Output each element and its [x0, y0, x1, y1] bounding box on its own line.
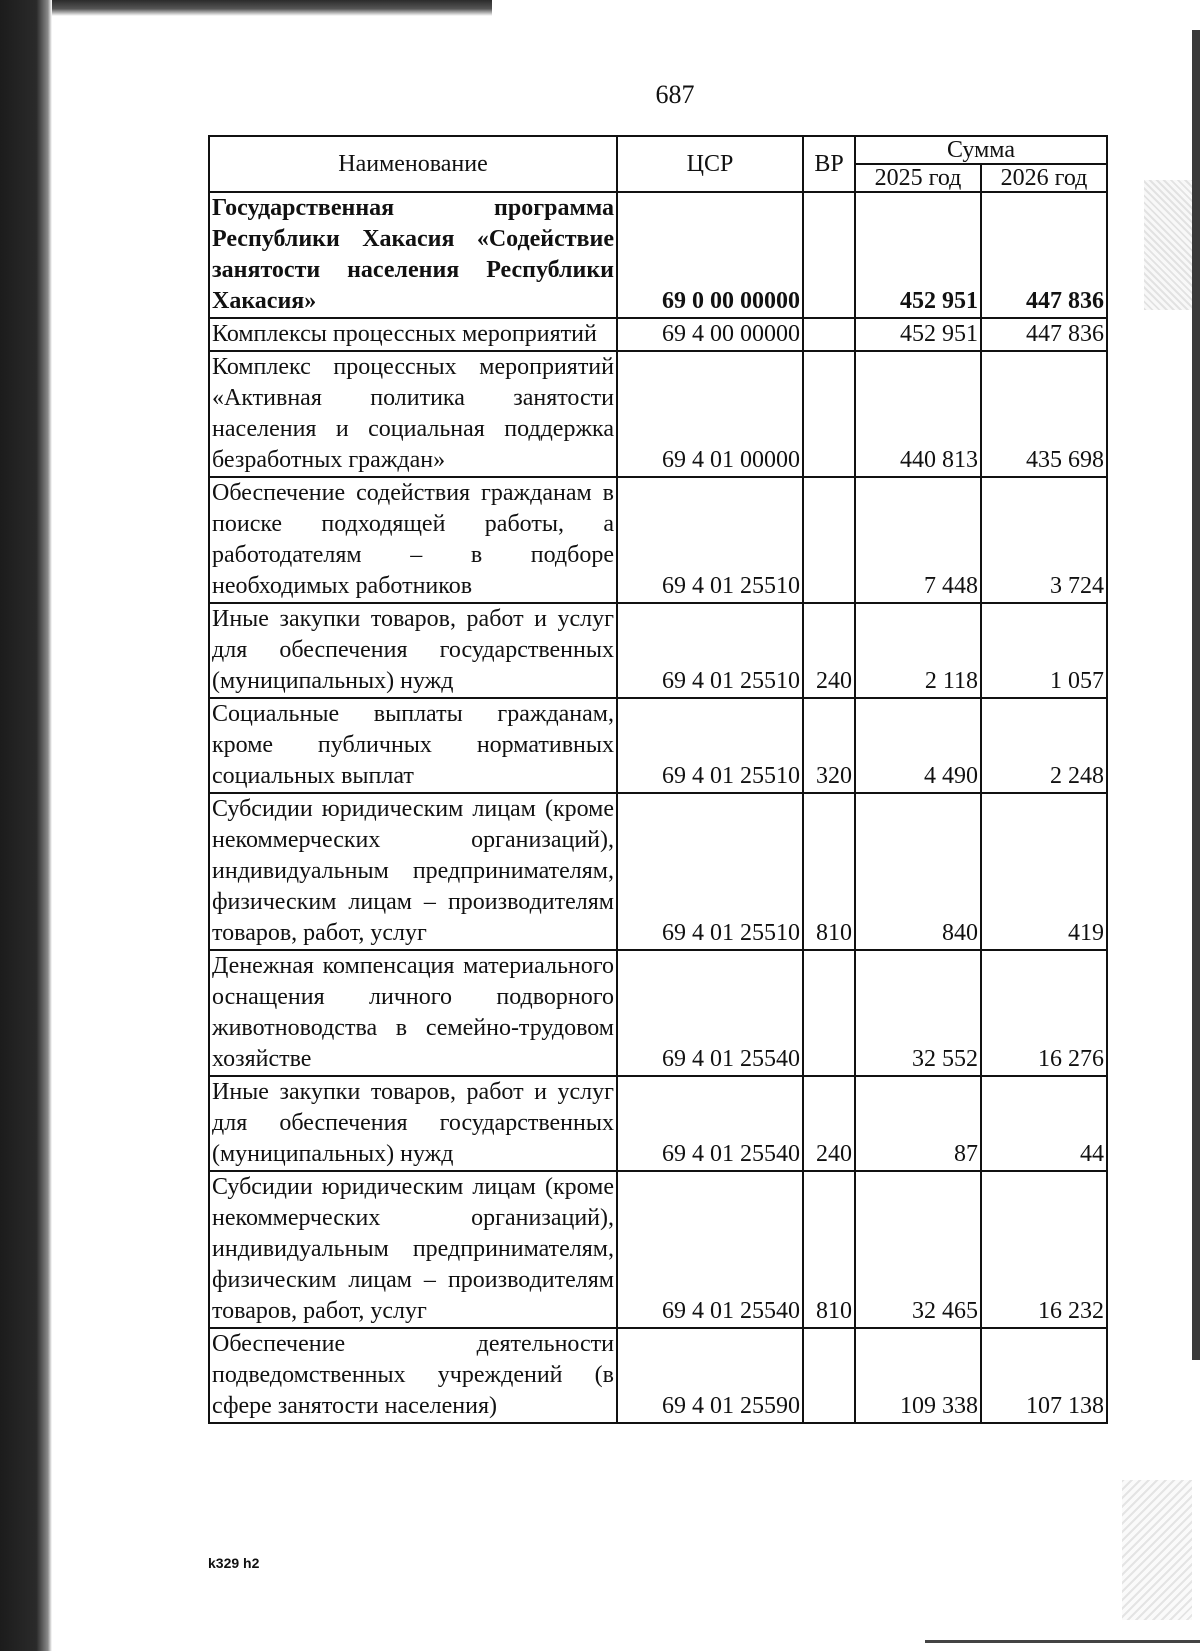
table-header-row [209, 136, 1107, 164]
row-name-cell: Иные закупки товаров, работ и услуг для обеспечения государственных (муниципальных) нужд [209, 603, 617, 698]
header-year-2025: 2025 год [855, 164, 981, 192]
table-row [209, 950, 1107, 1076]
row-vr-cell [803, 192, 855, 318]
row-vr-cell: 810 [803, 793, 855, 950]
scan-edge-top [52, 0, 492, 16]
row-sum-2026-cell: 3 724 [981, 477, 1107, 603]
table-row [209, 793, 1107, 950]
row-sum-2025-cell: 109 338 [855, 1328, 981, 1423]
row-vr-cell [803, 318, 855, 351]
row-sum-2025-cell: 452 951 [855, 192, 981, 318]
table-row [209, 351, 1107, 477]
row-sum-2026-cell: 107 138 [981, 1328, 1107, 1423]
row-csr-cell: 69 4 01 25510 [617, 793, 803, 950]
row-sum-2025-cell: 4 490 [855, 698, 981, 793]
scan-edge-right [1192, 30, 1200, 1360]
row-name-cell: Государственная программа Республики Хакасия «Содействие занятости населения Республики Хакасия» [209, 192, 617, 318]
row-sum-2025-cell: 7 448 [855, 477, 981, 603]
row-csr-cell: 69 4 01 25540 [617, 1076, 803, 1171]
row-sum-2026-cell: 1 057 [981, 603, 1107, 698]
row-name-cell: Иные закупки товаров, работ и услуг для обеспечения государственных (муниципальных) нужд [209, 1076, 617, 1171]
row-sum-2025-cell: 2 118 [855, 603, 981, 698]
row-vr-cell: 810 [803, 1171, 855, 1328]
row-sum-2026-cell: 44 [981, 1076, 1107, 1171]
scan-noise [1122, 1480, 1192, 1620]
row-csr-cell: 69 4 01 25510 [617, 477, 803, 603]
row-vr-cell: 320 [803, 698, 855, 793]
row-name-cell: Комплексы процессных мероприятий [209, 318, 617, 351]
row-sum-2026-cell: 419 [981, 793, 1107, 950]
table-row [209, 1076, 1107, 1171]
scan-edge-left [0, 0, 52, 1651]
row-name-cell: Комплекс процессных мероприятий «Активная политика занятости населения и социальная поддержка безработных граждан» [209, 351, 617, 477]
header-sum: Сумма [855, 136, 1107, 164]
row-vr-cell: 240 [803, 603, 855, 698]
header-csr: ЦСР [617, 136, 803, 192]
header-name: Наименование [209, 136, 617, 192]
row-vr-cell [803, 351, 855, 477]
table-row [209, 192, 1107, 318]
row-csr-cell: 69 0 00 00000 [617, 192, 803, 318]
row-vr-cell [803, 477, 855, 603]
budget-table [208, 135, 1108, 1424]
row-sum-2025-cell: 840 [855, 793, 981, 950]
row-sum-2026-cell: 447 836 [981, 192, 1107, 318]
row-csr-cell: 69 4 01 25540 [617, 1171, 803, 1328]
table-row [209, 1328, 1107, 1423]
row-csr-cell: 69 4 01 25510 [617, 603, 803, 698]
row-vr-cell [803, 950, 855, 1076]
row-sum-2025-cell: 32 552 [855, 950, 981, 1076]
row-name-cell: Социальные выплаты гражданам, кроме публичных нормативных социальных выплат [209, 698, 617, 793]
row-csr-cell: 69 4 01 25510 [617, 698, 803, 793]
table-row [209, 318, 1107, 351]
row-sum-2026-cell: 16 232 [981, 1171, 1107, 1328]
table-body [209, 192, 1107, 1423]
page-number: 687 [655, 80, 695, 109]
row-csr-cell: 69 4 00 00000 [617, 318, 803, 351]
row-name-cell: Обеспечение содействия гражданам в поиске подходящей работы, а работодателям – в подборе необходимых работников [209, 477, 617, 603]
table-row [209, 477, 1107, 603]
row-csr-cell: 69 4 01 00000 [617, 351, 803, 477]
row-vr-cell: 240 [803, 1076, 855, 1171]
table-row [209, 698, 1107, 793]
scan-line [925, 1640, 1200, 1643]
footer-code: k329 h2 [208, 1555, 260, 1571]
row-name-cell: Обеспечение деятельности подведомственных учреждений (в сфере занятости населения) [209, 1328, 617, 1423]
row-sum-2026-cell: 2 248 [981, 698, 1107, 793]
row-sum-2026-cell: 435 698 [981, 351, 1107, 477]
row-sum-2025-cell: 32 465 [855, 1171, 981, 1328]
row-sum-2026-cell: 447 836 [981, 318, 1107, 351]
row-name-cell: Денежная компенсация материального оснащения личного подворного животноводства в семейно-трудовом хозяйстве [209, 950, 617, 1076]
row-csr-cell: 69 4 01 25590 [617, 1328, 803, 1423]
row-name-cell: Субсидии юридическим лицам (кроме некоммерческих организаций), индивидуальным предпринимателям, физическим лицам – производителям товаров, работ, услуг [209, 1171, 617, 1328]
header-year-2026: 2026 год [981, 164, 1107, 192]
header-vr: ВР [803, 136, 855, 192]
table-row [209, 603, 1107, 698]
row-sum-2025-cell: 440 813 [855, 351, 981, 477]
row-vr-cell [803, 1328, 855, 1423]
row-sum-2025-cell: 452 951 [855, 318, 981, 351]
row-sum-2025-cell: 87 [855, 1076, 981, 1171]
row-sum-2026-cell: 16 276 [981, 950, 1107, 1076]
table-row [209, 1171, 1107, 1328]
scan-noise [1144, 180, 1192, 310]
row-name-cell: Субсидии юридическим лицам (кроме некоммерческих организаций), индивидуальным предпринимателям, физическим лицам – производителям товаров, работ, услуг [209, 793, 617, 950]
row-csr-cell: 69 4 01 25540 [617, 950, 803, 1076]
